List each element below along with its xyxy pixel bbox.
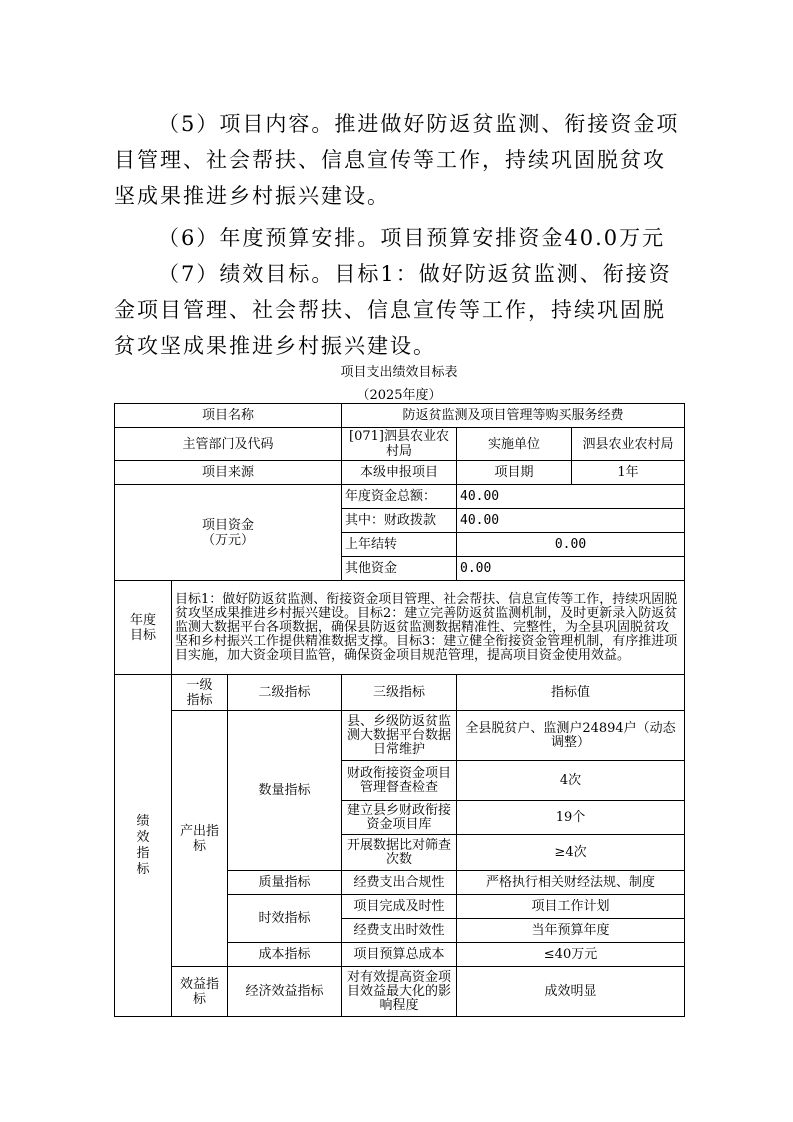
benefit-label-line2: 标 [192,991,206,1007]
benefit-label [172,967,228,1017]
header-level2: 二级指标 [228,675,342,711]
impl-unit-label: 实施单位 [457,428,572,461]
dept-label: 主管部门及代码 [115,428,342,461]
table-row [115,404,685,428]
perf-label-text: 绩效指标 [136,813,150,877]
table-row [115,485,685,509]
quality-label: 质量指标 [228,871,342,895]
funds-fiscal-value: 40.00 [457,509,685,533]
paragraph-annual-budget: （6）年度预算安排。项目预算安排资金40.0万元 [158,226,666,250]
quantity-value-4: ≥4次 [457,835,685,871]
time-value-1: 项目工作计划 [457,895,685,919]
table-row [115,428,685,461]
funds-label-line1: 项目资金 [201,517,254,533]
cost-indicator-1: 项目预算总成本 [342,943,457,967]
performance-target-table [114,403,685,1017]
quantity-value-2: 4次 [457,761,685,801]
quantity-value-3: 19个 [457,801,685,835]
time-indicator-2: 经费支出时效性 [342,919,457,943]
annual-goal-label-line2: 目标 [129,627,156,643]
econ-value-1: 成效明显 [457,967,685,1017]
quality-indicator-1: 经费支出合规性 [342,871,457,895]
project-name-label: 项目名称 [115,404,342,428]
funds-label [115,485,342,581]
quantity-indicator-2: 财政衔接资金项目管理督查检查 [342,761,457,801]
quantity-value-1: 全县脱贫户、监测户24894户（动态调整） [457,711,685,761]
header-level1-line1: 一级 [186,677,213,693]
source-value: 本级申报项目 [342,461,457,485]
quantity-indicator-4: 开展数据比对筛查次数 [342,835,457,871]
econ-indicator-1: 对有效提高资金项目效益最大化的影响程度 [342,967,457,1017]
funds-carryover-value: 0.00 [457,533,685,557]
impl-unit-value: 泗县农业农村局 [572,428,685,461]
funds-other-value: 0.00 [457,557,685,581]
table-row [115,711,685,761]
quantity-label: 数量指标 [228,711,342,871]
period-value: 1年 [572,461,685,485]
quantity-indicator-3: 建立县乡财政衔接资金项目库 [342,801,457,835]
table-row [115,967,685,1017]
econ-label: 经济效益指标 [228,967,342,1017]
header-level1-line2: 指标 [186,692,213,708]
table-row [115,675,685,711]
funds-other-label: 其他资金 [342,557,457,581]
table-title: 项目支出绩效目标表 [340,365,458,380]
source-label: 项目来源 [115,461,342,485]
funds-carryover-label: 上年结转 [342,533,457,557]
funds-total-label: 年度资金总额： [342,485,457,509]
paragraph-performance-goal: （7）绩效目标。目标1：做好防返贫监测、衔接资金项目管理、社会帮扶、信息宣传等工作，持续巩固脱贫攻坚成果推进乡村振兴建设。 [114,262,672,358]
paragraph-project-content: （5）项目内容。推进做好防返贫监测、衔接资金项目管理、社会帮扶、信息宣传等工作，持续巩固脱贫攻坚成果推进乡村振兴建设。 [114,112,680,208]
output-label-line2: 标 [192,838,206,854]
table-row [115,461,685,485]
annual-goal-label [115,581,172,675]
funds-total-value: 40.00 [457,485,685,509]
period-label: 项目期 [457,461,572,485]
annual-goal-text: 目标1：做好防返贫监测、衔接资金项目管理、社会帮扶、信息宣传等工作，持续巩固脱贫攻坚成果推进乡村振兴建设。目标2：建立完善防返贫监测机制，及时更新录入防返贫监测大数据平台各项数据，确保县防返贫监测数据精准性、完整性，为全县巩固脱贫攻坚和乡村振兴工作提供精准数据支撑。目标3：建立健全衔接资金管理机制，有序推进项目实施，加大资金项目监管，确保资金项目规范管理，提高项目资金使用效益。 [172,581,685,675]
time-indicator-1: 项目完成及时性 [342,895,457,919]
header-value: 指标值 [457,675,685,711]
funds-fiscal-label: 其中：财政拨款 [342,509,457,533]
table-row [115,581,685,675]
time-label: 时效指标 [228,895,342,943]
perf-label [115,675,172,1017]
project-name-value: 防返贫监测及项目管理等购买服务经费 [342,404,685,428]
quality-value-1: 严格执行相关财经法规、制度 [457,871,685,895]
header-level3: 三级指标 [342,675,457,711]
time-value-2: 当年预算年度 [457,919,685,943]
funds-label-line2: （万元） [201,532,254,548]
quantity-indicator-1: 县、乡级防返贫监测大数据平台数据日常维护 [342,711,457,761]
cost-value-1: ≤40万元 [457,943,685,967]
annual-goal-label-line1: 年度 [129,612,156,628]
output-label [172,711,228,967]
header-level1 [172,675,228,711]
benefit-label-line1: 效益指 [179,976,219,992]
cost-label: 成本指标 [228,943,342,967]
table-year: （2025年度） [356,388,442,403]
dept-value: [071]泗县农业农村局 [342,428,457,461]
output-label-line1: 产出指 [179,823,219,839]
